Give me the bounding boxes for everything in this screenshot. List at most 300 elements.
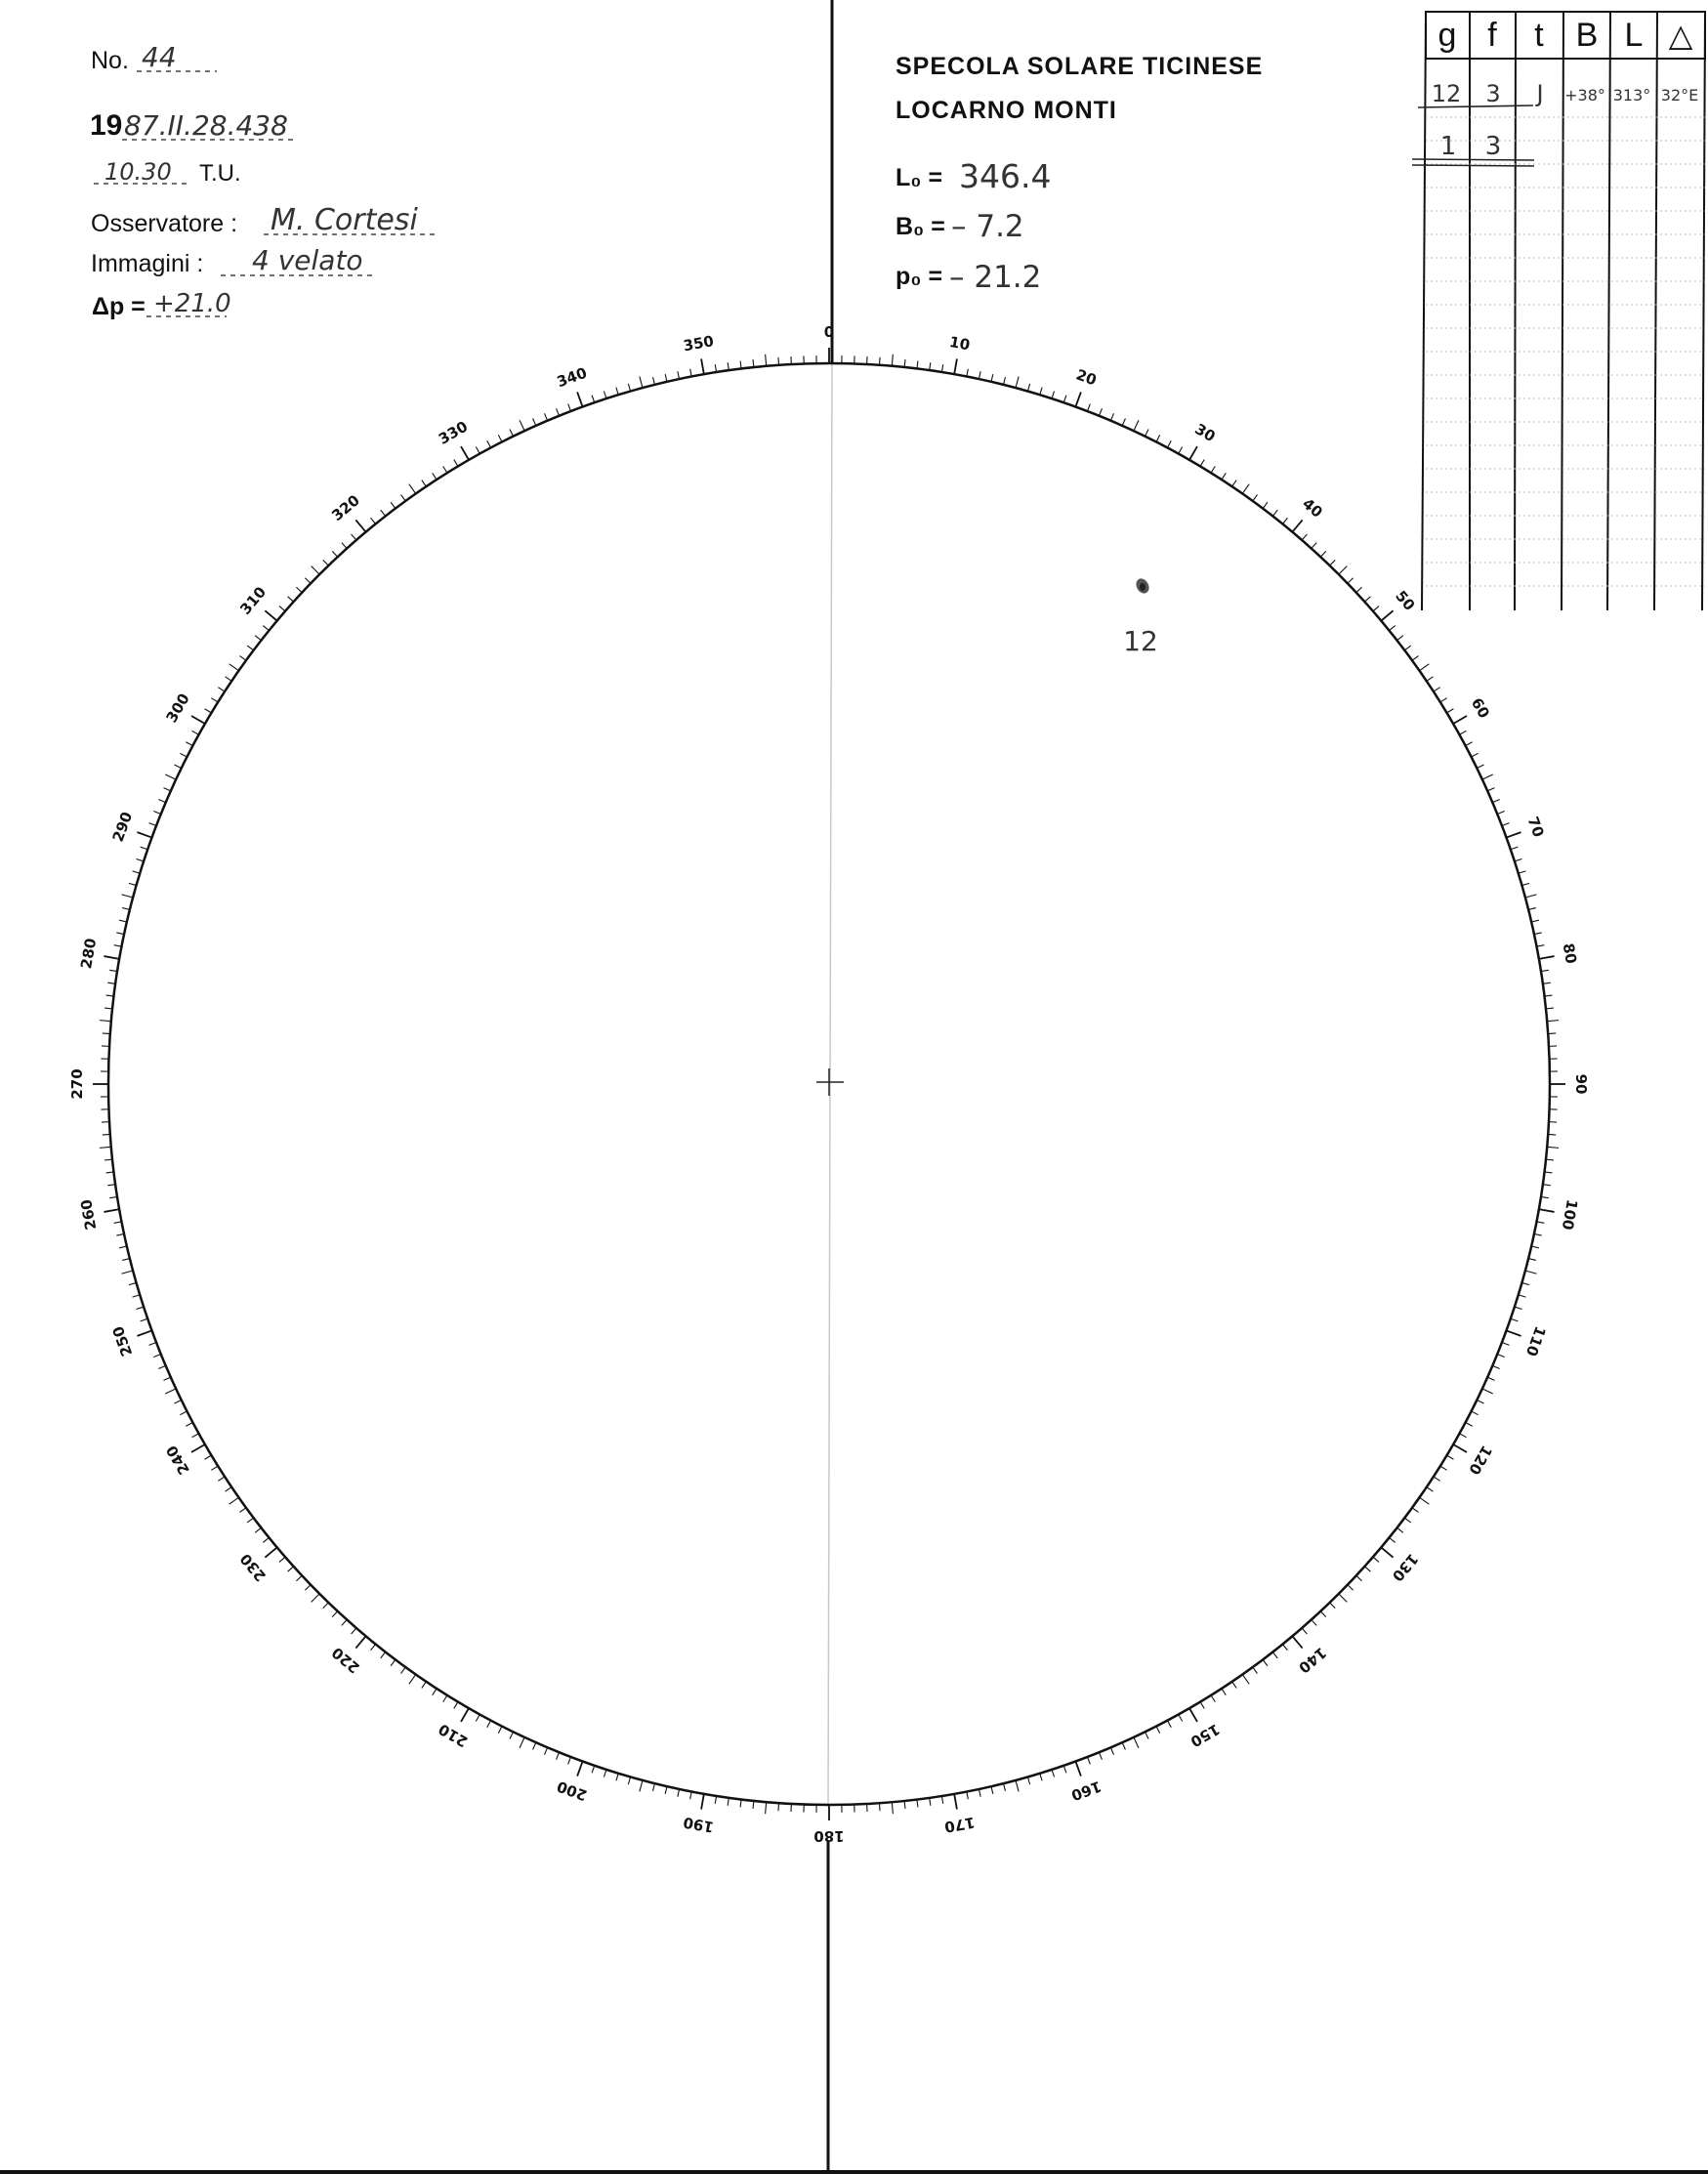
dial-label: 330: [435, 417, 472, 448]
dial-tick: [740, 1800, 741, 1808]
dial-label: 0: [823, 323, 835, 341]
dial-tick: [409, 484, 416, 494]
dial-tick: [1547, 1147, 1559, 1148]
dial-tick: [211, 698, 218, 702]
dial-tick: [191, 716, 205, 724]
dial-tick: [114, 945, 122, 947]
dial-tick: [1016, 1780, 1019, 1792]
dial-tick: [604, 1770, 605, 1777]
dial-tick: [1397, 636, 1403, 641]
dial-tick: [103, 1134, 110, 1135]
dial-tick: [1502, 823, 1509, 826]
dial-tick: [653, 1783, 655, 1791]
dial-tick: [979, 371, 980, 379]
dial-tick: [1472, 1411, 1479, 1415]
dial-tick: [296, 1575, 302, 1580]
dial-tick: [263, 626, 269, 631]
dial-tick: [1040, 388, 1042, 396]
year-prefix: 19: [90, 109, 123, 142]
dial-tick: [753, 1801, 754, 1809]
dial-tick: [1320, 551, 1325, 557]
dial-tick: [1525, 1271, 1537, 1274]
dial-tick: [141, 1318, 148, 1321]
dial-tick: [296, 587, 302, 592]
dial-tick: [461, 446, 469, 460]
dial-tick: [1390, 1537, 1396, 1542]
table-col-line-3: [1562, 12, 1563, 610]
dial-tick: [941, 364, 942, 372]
dial-tick: [1222, 1689, 1226, 1695]
observer-value: M. Cortesi: [271, 203, 418, 237]
dial-tick: [917, 1800, 918, 1808]
dial-tick: [409, 1675, 416, 1685]
dial-tick: [1302, 1628, 1307, 1634]
dial-tick: [1487, 1377, 1494, 1380]
dial-tick: [1373, 606, 1379, 611]
table-col-line-0: [1422, 12, 1426, 610]
dial-tick: [498, 435, 502, 441]
dial-tick: [1515, 1307, 1522, 1309]
dial-tick: [218, 688, 225, 691]
observation-header: [90, 41, 437, 320]
dial-tick: [616, 388, 618, 396]
dial-tick: [1536, 1222, 1544, 1224]
dial-tick: [119, 1246, 127, 1248]
dial-tick: [342, 543, 347, 549]
dial-tick: [1232, 1682, 1236, 1689]
dial-tick: [1348, 578, 1354, 584]
dial-tick: [164, 788, 171, 791]
dial-tick: [180, 753, 187, 757]
time-unit: T.U.: [199, 160, 241, 187]
dial-label: 60: [1467, 694, 1493, 722]
dial-tick: [401, 1667, 406, 1673]
time-value: 10.30: [104, 158, 172, 186]
dial-tick: [133, 871, 141, 873]
l0-value: 346.4: [959, 157, 1052, 195]
dial-tick: [1027, 384, 1029, 392]
dial-tick: [1242, 484, 1249, 494]
dial-label: 50: [1392, 587, 1419, 614]
dial-tick: [332, 551, 337, 557]
dial-tick: [1519, 871, 1526, 873]
dial-label: 350: [682, 332, 716, 355]
dial-tick: [930, 362, 931, 370]
dial-tick: [1200, 1702, 1204, 1709]
dial-tick: [665, 1786, 667, 1794]
institution-line2: LOCARNO MONTI: [896, 97, 1117, 124]
dial-tick: [165, 774, 176, 779]
dial-tick: [568, 404, 571, 411]
dial-tick: [1167, 440, 1171, 447]
dial-label: 100: [1558, 1197, 1581, 1232]
dial-tick: [104, 1159, 112, 1160]
dial-tick: [247, 1518, 253, 1523]
dial-tick: [263, 1537, 269, 1542]
dial-tick: [701, 358, 704, 374]
dial-tick: [443, 466, 447, 473]
delta-p-label: Δp =: [92, 293, 146, 320]
p0-value: – 21.2: [949, 260, 1042, 295]
dial-tick: [1292, 520, 1302, 531]
dial-tick: [1521, 1282, 1529, 1284]
cell-delta: 32°E: [1660, 86, 1699, 105]
dial-tick: [1167, 1721, 1171, 1728]
dial-tick: [137, 1330, 151, 1335]
dial-tick: [1543, 982, 1551, 983]
dial-label: 240: [162, 1442, 193, 1479]
dial-tick: [1434, 1477, 1440, 1481]
dial-tick: [1272, 510, 1277, 516]
dial-tick: [226, 1487, 232, 1491]
dial-tick: [1531, 920, 1539, 922]
dial-tick: [653, 377, 655, 385]
dial-tick: [1263, 502, 1268, 508]
dial-tick: [192, 1434, 199, 1438]
dial-label: 120: [1465, 1442, 1496, 1479]
dial-tick: [1412, 656, 1418, 661]
dial-tick: [165, 1389, 176, 1394]
dial-tick: [461, 1708, 469, 1722]
total-double-rule-2: [1412, 165, 1534, 166]
dial-tick: [557, 408, 560, 415]
dial-tick: [422, 481, 426, 487]
dial-tick: [1546, 1008, 1554, 1009]
dial-tick: [352, 1628, 356, 1634]
dial-tick: [1364, 597, 1370, 602]
dial-tick: [678, 371, 680, 379]
institution-line1: SPECOLA SOLARE TICINESE: [896, 53, 1264, 80]
dial-tick: [1075, 1761, 1080, 1776]
dial-tick: [265, 1547, 276, 1557]
dial-label: 340: [554, 363, 590, 392]
table-col-line-6: [1702, 12, 1705, 610]
table-dotted-rules: [1426, 117, 1705, 586]
dial-tick: [715, 364, 716, 372]
dial-tick: [279, 606, 285, 611]
dial-tick: [355, 520, 365, 531]
dial-label: 140: [1295, 1643, 1330, 1677]
dial-tick: [109, 970, 117, 971]
dial-tick: [1487, 788, 1494, 791]
dial-tick: [1134, 1737, 1139, 1748]
dial-tick: [967, 369, 969, 377]
dial-tick: [122, 1271, 134, 1274]
dial-label: 180: [813, 1827, 845, 1845]
dial-label: 170: [942, 1813, 977, 1836]
dial-tick: [728, 362, 729, 370]
images-label: Immagini :: [91, 250, 204, 277]
dial-tick: [592, 396, 595, 403]
dial-tick: [1364, 1567, 1370, 1571]
table-header-b: B: [1575, 17, 1599, 54]
dial-tick: [158, 1365, 165, 1368]
dial-tick: [1482, 774, 1493, 779]
dial-tick: [255, 1527, 261, 1532]
dial-tick: [1146, 430, 1149, 437]
dial-tick: [1272, 1652, 1277, 1658]
table-header-box: [1426, 12, 1705, 59]
table-header-g: g: [1437, 17, 1457, 54]
dial-tick: [568, 1757, 571, 1764]
dial-tick: [149, 1342, 156, 1345]
dial-tick: [701, 1794, 704, 1810]
dial-tick: [381, 510, 386, 516]
dial-label: 310: [236, 583, 271, 618]
dial-tick: [391, 1659, 396, 1665]
sunspot-group: [1123, 576, 1158, 657]
dial-tick: [1440, 1466, 1447, 1470]
table-header-delta: △: [1668, 18, 1693, 53]
dial-tick: [1531, 1246, 1539, 1248]
total-double-rule-1: [1412, 159, 1534, 160]
dial-tick: [1397, 1527, 1403, 1532]
dial-tick: [1453, 716, 1467, 724]
dial-tick: [1146, 1732, 1149, 1738]
dial-tick: [1356, 587, 1362, 592]
dial-tick: [520, 1737, 524, 1748]
dial-tick: [616, 1774, 618, 1781]
dial-tick: [175, 765, 182, 769]
dial-tick: [153, 1354, 160, 1357]
dial-tick: [533, 419, 536, 426]
dial-tick: [186, 742, 192, 746]
dial-tick: [1027, 1777, 1029, 1784]
dial-tick: [967, 1791, 969, 1799]
group-table: [1412, 12, 1705, 610]
dial-label: 190: [682, 1813, 716, 1836]
dial-tick: [332, 1611, 337, 1617]
dial-tick: [1087, 1757, 1090, 1764]
dial-label: 160: [1068, 1777, 1104, 1805]
dial-tick: [1110, 413, 1113, 420]
dial-tick: [158, 800, 165, 803]
dial-tick: [1528, 1259, 1536, 1261]
dial-tick: [892, 355, 893, 366]
institution-header: [896, 53, 1263, 124]
dial-label: 320: [328, 491, 363, 525]
dial-label: 230: [236, 1550, 271, 1585]
no-value: 44: [142, 41, 177, 73]
dial-tick: [355, 1636, 365, 1648]
dial-tick: [498, 1727, 502, 1734]
dial-tick: [149, 823, 156, 826]
dial-tick: [954, 1794, 957, 1810]
b0-label: B₀ =: [896, 213, 945, 240]
dial-tick: [1087, 404, 1090, 411]
dial-tick: [116, 933, 124, 935]
dial-tick: [1477, 765, 1483, 769]
dial-tick: [545, 413, 548, 420]
dial-tick: [1482, 1389, 1493, 1394]
dial-tick: [1492, 800, 1499, 803]
dial-tick: [1466, 1422, 1473, 1426]
dial-tick: [476, 447, 479, 454]
dial-tick: [137, 858, 145, 860]
dial-tick: [1052, 392, 1054, 399]
dial-tick: [778, 1803, 779, 1811]
dial-tick: [715, 1796, 716, 1804]
dial-tick: [323, 1603, 329, 1609]
dial-tick: [191, 1444, 205, 1452]
dial-tick: [342, 1619, 347, 1625]
dial-tick: [1420, 1497, 1430, 1504]
dial-label: 280: [77, 937, 101, 971]
dial-tick: [443, 1695, 447, 1702]
dial-tick: [1545, 1172, 1553, 1173]
dial-tick: [116, 1233, 124, 1235]
dial-tick: [577, 392, 582, 406]
dial-tick: [1004, 377, 1006, 385]
dial-tick: [1420, 664, 1430, 671]
dial-tick: [979, 1789, 980, 1797]
dial-tick: [1541, 970, 1549, 971]
table-col-line-5: [1654, 12, 1657, 610]
dial-tick: [1348, 1585, 1354, 1591]
dial-tick: [1156, 1727, 1160, 1734]
dial-tick: [153, 812, 160, 815]
dial-tick: [1330, 560, 1336, 565]
dial-tick: [1525, 895, 1537, 898]
dial-tick: [1412, 1508, 1418, 1513]
dial-tick: [352, 534, 356, 540]
l0-label: L₀ =: [896, 164, 943, 191]
dial-tick: [1539, 956, 1555, 959]
dial-tick: [247, 646, 253, 650]
dial-label: 270: [68, 1068, 86, 1100]
dial-tick: [1547, 1021, 1559, 1022]
dial-tick: [229, 664, 239, 671]
dial-tick: [1122, 1742, 1125, 1749]
cell-f: 3: [1484, 132, 1502, 161]
dial-tick: [239, 656, 245, 661]
dial-tick: [114, 1222, 122, 1224]
dial-label: 220: [328, 1643, 363, 1677]
dial-tick: [1134, 420, 1139, 431]
dial-tick: [433, 1689, 437, 1695]
dial-tick: [103, 1033, 110, 1034]
dial-tick: [1515, 858, 1522, 860]
dial-tick: [690, 1791, 692, 1799]
dial-tick: [1179, 447, 1183, 454]
dial-label: 150: [1187, 1720, 1224, 1751]
table-header-f: f: [1487, 17, 1497, 54]
dial-tick: [1040, 1774, 1042, 1781]
dial-tick: [129, 1282, 137, 1284]
dial-tick: [186, 1422, 192, 1426]
dial-tick: [678, 1789, 680, 1797]
dial-tick: [122, 895, 134, 898]
dial-tick: [107, 982, 115, 983]
dial-tick: [109, 1196, 117, 1197]
dial-tick: [133, 1295, 141, 1297]
dial-tick: [371, 518, 376, 523]
dial-tick: [766, 1802, 767, 1814]
dial-tick: [454, 1702, 458, 1709]
dial-tick: [211, 1466, 218, 1470]
dial-tick: [192, 731, 199, 734]
dial-tick: [1497, 1354, 1504, 1357]
table-header-l: L: [1624, 17, 1644, 54]
dial-tick: [1390, 626, 1396, 631]
dial-tick: [1506, 1330, 1521, 1335]
dial-tick: [137, 1307, 145, 1309]
dial-tick: [1242, 1675, 1249, 1685]
dial-tick: [1211, 466, 1215, 473]
dial-label: 90: [1572, 1073, 1590, 1095]
dial-tick: [904, 359, 905, 367]
dial-label: 300: [162, 690, 193, 727]
dial-label: 200: [554, 1777, 590, 1805]
dial-tick: [904, 1801, 905, 1809]
dial-tick: [288, 597, 294, 602]
dial-tick: [1282, 1645, 1287, 1651]
dial-tick: [1189, 1708, 1197, 1722]
dial-tick: [1282, 518, 1287, 523]
dial-tick: [371, 1645, 376, 1651]
dial-label: 80: [1559, 941, 1580, 966]
dial-tick: [1320, 1611, 1325, 1617]
dial-label: 30: [1191, 420, 1219, 446]
dial-tick: [510, 430, 514, 437]
cell-t: J: [1536, 80, 1544, 107]
cell-g: 12: [1431, 80, 1462, 107]
dial-label: 20: [1073, 365, 1100, 390]
dial-label: 210: [435, 1720, 472, 1751]
dial-tick: [1052, 1770, 1054, 1777]
dial-tick: [1548, 1134, 1556, 1135]
dial-tick: [104, 956, 119, 959]
ephemeris-block: [896, 157, 1051, 295]
table-header-t: t: [1534, 17, 1544, 54]
dial-tick: [104, 1008, 112, 1009]
dial-tick: [520, 420, 524, 431]
b0-value: – 7.2: [951, 209, 1024, 244]
sunspot-umbra: [1140, 583, 1146, 591]
dial-tick: [1404, 1518, 1410, 1523]
dial-tick: [1373, 1557, 1379, 1562]
table-col-line-2: [1515, 12, 1516, 610]
dial-tick: [1511, 847, 1519, 850]
dial-tick: [122, 1259, 130, 1261]
dial-tick: [954, 358, 957, 374]
dial-tick: [1440, 698, 1447, 702]
dial-tick: [1110, 1747, 1113, 1754]
dial-tick: [753, 359, 754, 367]
dial-tick: [1427, 1487, 1434, 1491]
dial-tick: [1459, 1434, 1466, 1438]
dial-tick: [381, 1652, 386, 1658]
dial-tick: [941, 1796, 942, 1804]
dial-tick: [487, 1721, 491, 1728]
dial-tick: [1492, 1365, 1499, 1368]
dial-tick: [1534, 933, 1542, 935]
dial-label: 290: [108, 809, 137, 845]
dial-tick: [991, 374, 993, 382]
dial-tick: [1156, 435, 1160, 441]
dial-tick: [545, 1747, 548, 1754]
dial-tick: [312, 1594, 319, 1602]
dial-tick: [1381, 1547, 1393, 1557]
cell-l: 313°: [1612, 86, 1651, 105]
dial-tick: [100, 1147, 111, 1148]
dial-tick: [1453, 1444, 1467, 1452]
no-label: No.: [91, 47, 129, 74]
dial-tick: [1292, 1636, 1302, 1648]
dial-tick: [1472, 753, 1479, 757]
dial-tick: [454, 460, 458, 467]
dial-tick: [1339, 566, 1347, 574]
